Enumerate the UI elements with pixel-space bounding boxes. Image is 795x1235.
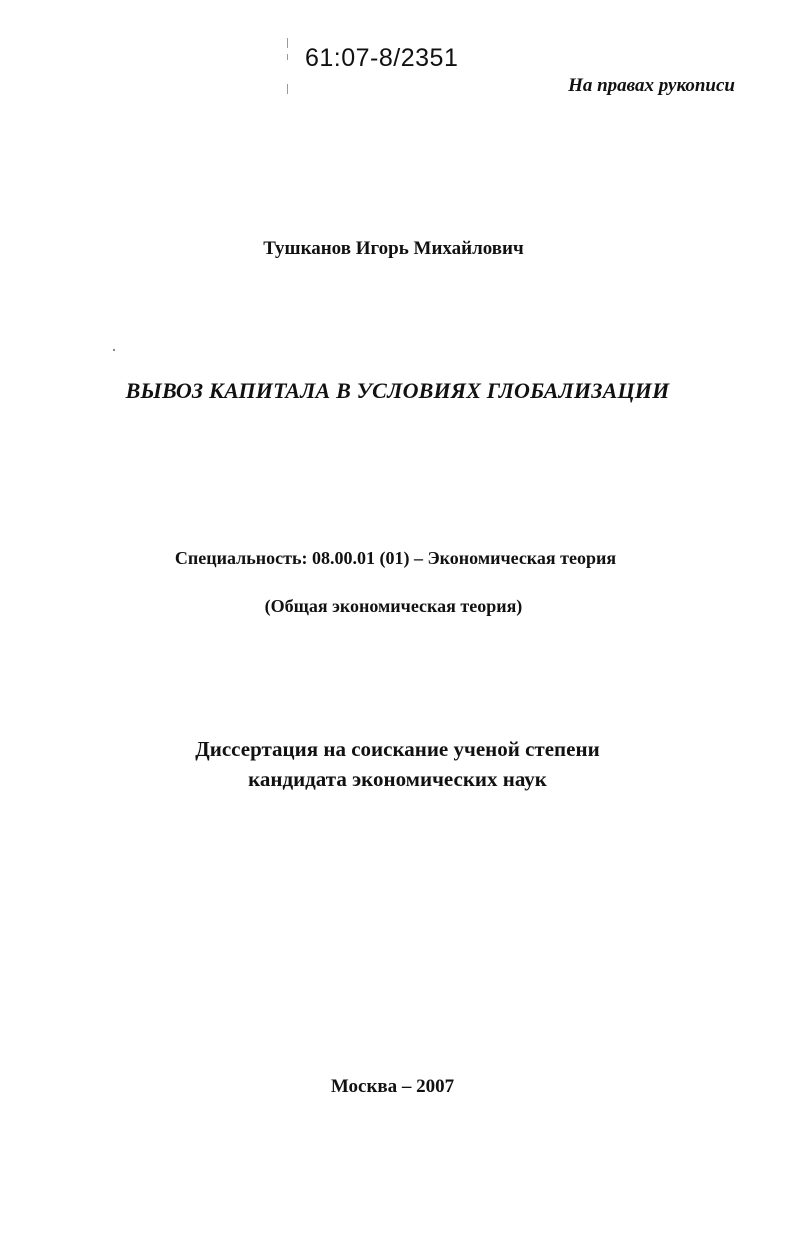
specialty-line: Специальность: 08.00.01 (01) – Экономическая теория xyxy=(174,548,617,568)
archive-code: 61:07-8/2351 xyxy=(305,44,459,72)
city-year: Москва – 2007 xyxy=(330,1076,455,1097)
stamp-marks xyxy=(287,38,289,94)
degree-line-1: Диссертация на соискание ученой степени xyxy=(195,737,600,761)
dissertation-title: ВЫВОЗ КАПИТАЛА В УСЛОВИЯХ ГЛОБАЛИЗАЦИИ xyxy=(125,378,670,403)
scan-speck xyxy=(113,349,115,351)
degree-line-2: кандидата экономических наук xyxy=(248,767,547,791)
manuscript-note: На правах рукописи xyxy=(568,75,735,96)
specialty-subline: (Общая экономическая теория) xyxy=(264,596,523,616)
author-name: Тушканов Игорь Михайлович xyxy=(263,238,524,259)
